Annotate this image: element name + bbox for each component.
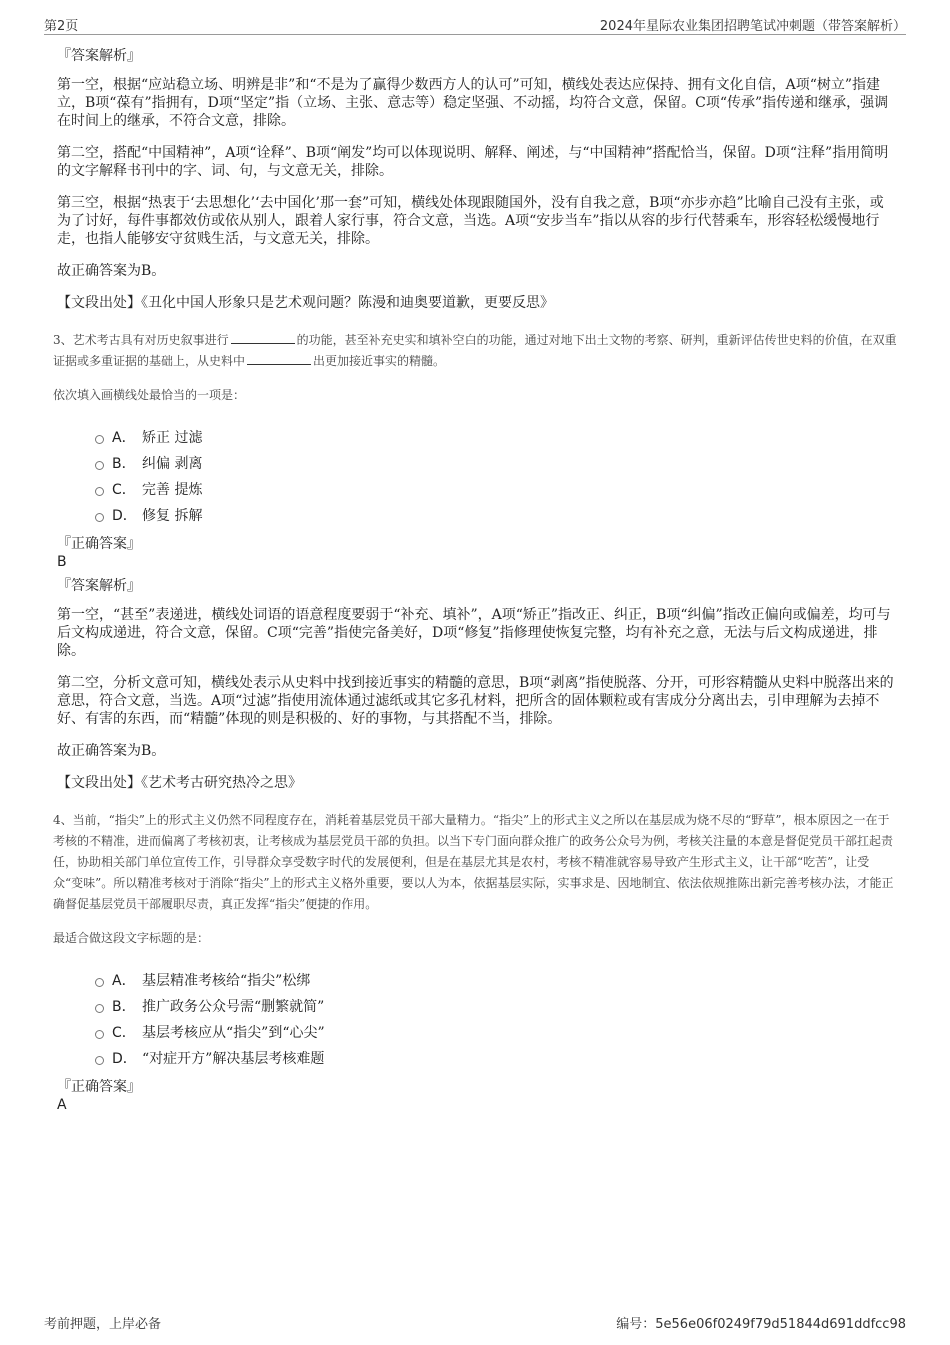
option-letter: C． [112, 482, 136, 498]
q3-conclusion: 故正确答案为B。 [57, 743, 166, 759]
q2-analysis-para-3: 第三空，根据“热衷于‘去思想化’‘去中国化’那一套”可知，横线处体现跟随国外，没有自我之意，B项“亦步亦趋”比喻自己没有主张，或为了讨好，每件事都效仿或依从别人，跟着人家行事，符合文意，当选。A项“安步当车”指以从容的步行代替乘车，形容轻松缓慢地行走，也指人能够安守贫贱生活，与文意无关，排除。 [57, 195, 884, 247]
q3-option-d[interactable] [95, 502, 897, 528]
q4-options [95, 967, 897, 1071]
q3-text-part-2: 的功能，甚至补充史实和填补空白的功能，通过对地下出土文物的考察、研判，重新评估传世史料的价值，在双重证据或多重证据的基础上，从史料中 [53, 333, 897, 368]
q3-option-b[interactable] [95, 450, 897, 476]
option-text: 纠偏 剥离 [142, 456, 203, 472]
q3-option-a[interactable] [95, 424, 897, 450]
option-letter: C． [112, 1025, 136, 1041]
q2-source: 【文段出处】《丑化中国人形象只是艺术观问题？陈漫和迪奥要道歉，更要反思》 [57, 295, 554, 311]
radio-icon[interactable] [95, 513, 104, 522]
q4-question-text: 4、当前，“指尖”上的形式主义仍然不同程度存在，消耗着基层党员干部大量精力。“指尖”上的形式主义之所以在基层成为烧不尽的“野草”，根本原因之一在于考核的不精准，进而偏离了考核初衷，让考核成为基层党员干部的负担。以当下专门面向群众推广的政务公众号为例，考核关注量的本意是督促党员干部扛起责任，协助相关部门单位宣传工作，引导群众享受数字时代的发展便利，但是在基层尤其是农村，考核不精准就容易导致产生形式主义，让干部“吃苦”，让受众“变味”。所以精准考核对于消除“指尖”上的形式主义格外重要，要以人为本，依据基层实际，实事求是、因地制宜、依法依规推陈出新完善考核办法，才能正确督促基层党员干部履职尽责，真正发挥“指尖”便捷的作用。 [53, 813, 894, 911]
q3-option-c[interactable] [95, 476, 897, 502]
q3-analysis-label: 『答案解析』 [57, 578, 141, 594]
document-title: 2024年星际农业集团招聘笔试冲刺题（带答案解析） [599, 19, 906, 34]
q3-analysis-para-2: 第二空，分析文意可知，横线处表示从史料中找到接近事实的精髓的意思，B项“剥离”指使脱落、分开，可形容精髓从史料中脱落出来的意思，符合文意，当选。A项“过滤”指使用流体通过滤纸或其它多孔材料，把所含的固体颗粒或有害成分分离出去，引申理解为去掉不好、有害的东西，而“精髓”体现的则是积极的、好的事物，与其搭配不当，排除。 [57, 675, 894, 727]
option-text: 基层考核应从“指尖”到“心尖” [142, 1025, 325, 1041]
page-header [44, 14, 906, 35]
q3-correct-label: 『正确答案』 [57, 536, 141, 552]
q3-correct-answer: B [57, 554, 67, 570]
option-letter: B． [112, 456, 136, 472]
option-text: 矫正 过滤 [142, 430, 203, 446]
q3-question-text [53, 330, 897, 372]
q2-conclusion: 故正确答案为B。 [57, 263, 166, 279]
option-text: 基层精准考核给“指尖”松绑 [142, 973, 311, 989]
q4-correct-label: 『正确答案』 [57, 1079, 141, 1095]
radio-icon[interactable] [95, 461, 104, 470]
q4-option-d[interactable] [95, 1045, 897, 1071]
radio-icon[interactable] [95, 487, 104, 496]
q4-option-c[interactable] [95, 1019, 897, 1045]
q3-prompt: 依次填入画横线处最恰当的一项是： [53, 388, 246, 402]
option-text: “对症开方”解决基层考核难题 [142, 1051, 325, 1067]
radio-icon[interactable] [95, 1030, 104, 1039]
q4-option-b[interactable] [95, 993, 897, 1019]
q3-blank-1 [231, 331, 295, 344]
footer-slogan: 考前押题，上岸必备 [44, 1317, 162, 1332]
option-text: 推广政务公众号需“删繁就简” [142, 999, 325, 1015]
page-number: 第2页 [44, 19, 79, 34]
q3-text-part-3: 出更加接近事实的精髓。 [313, 354, 446, 368]
option-letter: D． [112, 508, 137, 524]
q3-text-part-1: 3、艺术考古具有对历史叙事进行 [53, 333, 229, 347]
document-code: 编号：5e56e06f0249f79d51844d691ddfcc98 [616, 1317, 906, 1332]
option-letter: A． [112, 973, 136, 989]
q2-analysis-para-1: 第一空，根据“应站稳立场、明辨是非”和“不是为了赢得少数西方人的认可”可知，横线处表达应保持、拥有文化自信，A项“树立”指建立，B项“葆有”指拥有，D项“坚定”指（立场、主张、意志等）稳定坚强、不动摇，均符合文意，保留。C项“传承”指传递和继承，强调在时间上的继承，不符合文意，排除。 [57, 77, 889, 129]
q4-correct-answer: A [57, 1097, 67, 1113]
q2-analysis-para-2: 第二空，搭配“中国精神”，A项“诠释”、B项“阐发”均可以体现说明、解释、阐述，与“中国精神”搭配恰当，保留。D项“注释”指用简明的文字解释书刊中的字、词、句，与文意无关，排除。 [57, 145, 889, 179]
main-content [53, 46, 897, 1113]
q3-analysis-para-1: 第一空，“甚至”表递进，横线处词语的语意程度要弱于“补充、填补”，A项“矫正”指改正、纠正，B项“纠偏”指改正偏向或偏差，均可与后文构成递进，符合文意，保留。C项“完善”指使完备美好，D项“修复”指修理使恢复完整，均有补充之意，无法与后文构成递进，排除。 [57, 607, 891, 659]
q4-option-a[interactable] [95, 967, 897, 993]
q3-options [95, 424, 897, 528]
q3-blank-2 [247, 352, 311, 365]
option-letter: B． [112, 999, 136, 1015]
radio-icon[interactable] [95, 978, 104, 987]
option-letter: D． [112, 1051, 137, 1067]
radio-icon[interactable] [95, 435, 104, 444]
option-text: 完善 提炼 [142, 482, 203, 498]
q3-source: 【文段出处】《艺术考古研究热冷之思》 [57, 775, 302, 791]
option-letter: A． [112, 430, 136, 446]
radio-icon[interactable] [95, 1056, 104, 1065]
q4-prompt: 最适合做这段文字标题的是： [53, 931, 210, 945]
option-text: 修复 拆解 [142, 508, 203, 524]
radio-icon[interactable] [95, 1004, 104, 1013]
q2-analysis-label: 『答案解析』 [57, 48, 141, 64]
